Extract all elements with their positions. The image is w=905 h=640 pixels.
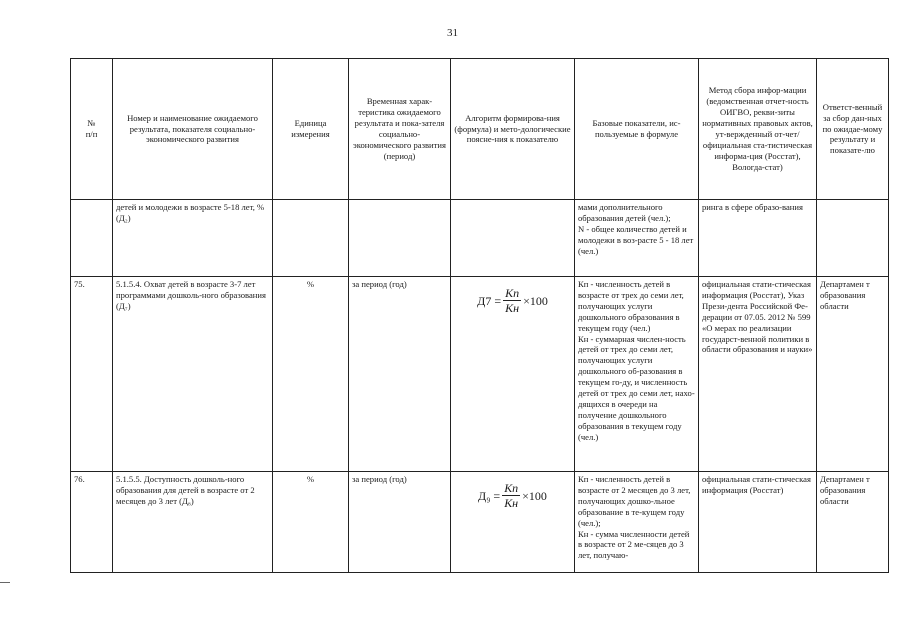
formula-fraction xyxy=(502,482,520,511)
table-row xyxy=(71,200,889,277)
header-period: Временная харак-теристика ожидаемого результата и пока-зателя социально-экономического развития (период) xyxy=(349,59,451,200)
indicators-table xyxy=(70,58,889,573)
formula xyxy=(454,474,571,511)
page-number: 31 xyxy=(447,27,458,39)
cell-unit: % xyxy=(273,472,349,573)
formula-lhs: Д₉ = xyxy=(478,488,501,503)
cell-name: 5.1.5.4. Охват детей в возрасте 3-7 лет программами дошколь-ного образования (Д₇) xyxy=(113,277,273,472)
cell-formula xyxy=(451,472,575,573)
table-header-row xyxy=(71,59,889,200)
header-responsible: Ответст-венный за сбор дан-ных по ожидае-мому результату и показате-лю xyxy=(817,59,889,200)
formula-fraction xyxy=(503,287,521,316)
cell-name: 5.1.5.5. Доступность дошколь-ного образования для детей в возрасте от 2 месяцев до 3 лет (Д₈) xyxy=(113,472,273,573)
cell-base: Кп - численность детей в возрасте от 2 месяцев до 3 лет, получающих дошко-льное образование в те-кущем году (чел.); Кн - сумма численности детей в возрасте от 2 ме-сяцев до 3 лет, получаю- xyxy=(575,472,699,573)
header-base: Базовые показатели, ис-пользуемые в формуле xyxy=(575,59,699,200)
formula xyxy=(454,279,571,316)
cell-method: ринга в сфере образо-вания xyxy=(699,200,817,277)
cell-period xyxy=(349,200,451,277)
formula-rhs: ×100 xyxy=(522,488,547,503)
table-row xyxy=(71,472,889,573)
cell-method: официальная стати-стическая информация (Росстат), Указ Прези-дента Российской Фе-дерации от 07.05. 2012 № 599 «О мерах по реализации государст-венной политики в области образования и науки» xyxy=(699,277,817,472)
header-method: Метод сбора инфор-мации (ведомственная отчет-ность ОИГВО, рекви-зиты нормативных правовых актов, ут-вержденный от-чет/официальная ста-тистическая информа-ция (Росстат), Вологда-стат) xyxy=(699,59,817,200)
cell-num: 76. xyxy=(71,472,113,573)
cell-formula xyxy=(451,200,575,277)
table-row xyxy=(71,277,889,472)
header-name: Номер и наименование ожидаемого результата, показателя социально-экономического развития xyxy=(113,59,273,200)
cell-responsible: Департамен т образования области xyxy=(817,277,889,472)
cell-period: за период (год) xyxy=(349,472,451,573)
scan-margin-mark xyxy=(0,582,10,583)
formula-numerator: Кп xyxy=(504,481,519,495)
header-num: № п/п xyxy=(71,59,113,200)
cell-formula xyxy=(451,277,575,472)
cell-method: официальная стати-стическая информация (Росстат) xyxy=(699,472,817,573)
header-algorithm: Алгоритм формирова-ния (формула) и мето-дологические поясне-ния к показателю xyxy=(451,59,575,200)
cell-unit xyxy=(273,200,349,277)
cell-base: Кп - численность детей в возрасте от трех до семи лет, получающих услуги дошкольного образования в текущем году (чел.) Кн - суммарная числен-ность детей от трех до семи лет, получающих услуги дошкольного об-разования в текущем го-ду, и численность детей от трех до семи лет, нахо-дящихся в очереди на получение дошкольного образования в текущем году (чел.) xyxy=(575,277,699,472)
header-unit: Единица измерения xyxy=(273,59,349,200)
cell-num xyxy=(71,200,113,277)
cell-unit: % xyxy=(273,277,349,472)
cell-responsible xyxy=(817,200,889,277)
formula-denominator: Кн xyxy=(505,301,520,316)
cell-name: детей и молодежи в возрасте 5-18 лет, % (Д₂) xyxy=(113,200,273,277)
formula-numerator: Кп xyxy=(505,286,520,300)
formula-lhs: Д7 = xyxy=(477,293,502,308)
cell-num: 75. xyxy=(71,277,113,472)
formula-rhs: ×100 xyxy=(523,293,548,308)
cell-responsible: Департамен т образования области xyxy=(817,472,889,573)
cell-period: за период (год) xyxy=(349,277,451,472)
cell-base: мами дополнительного образования детей (чел.); N - общее количество детей и молодежи в воз-расте 5 - 18 лет (чел.) xyxy=(575,200,699,277)
formula-denominator: Кн xyxy=(504,496,519,511)
